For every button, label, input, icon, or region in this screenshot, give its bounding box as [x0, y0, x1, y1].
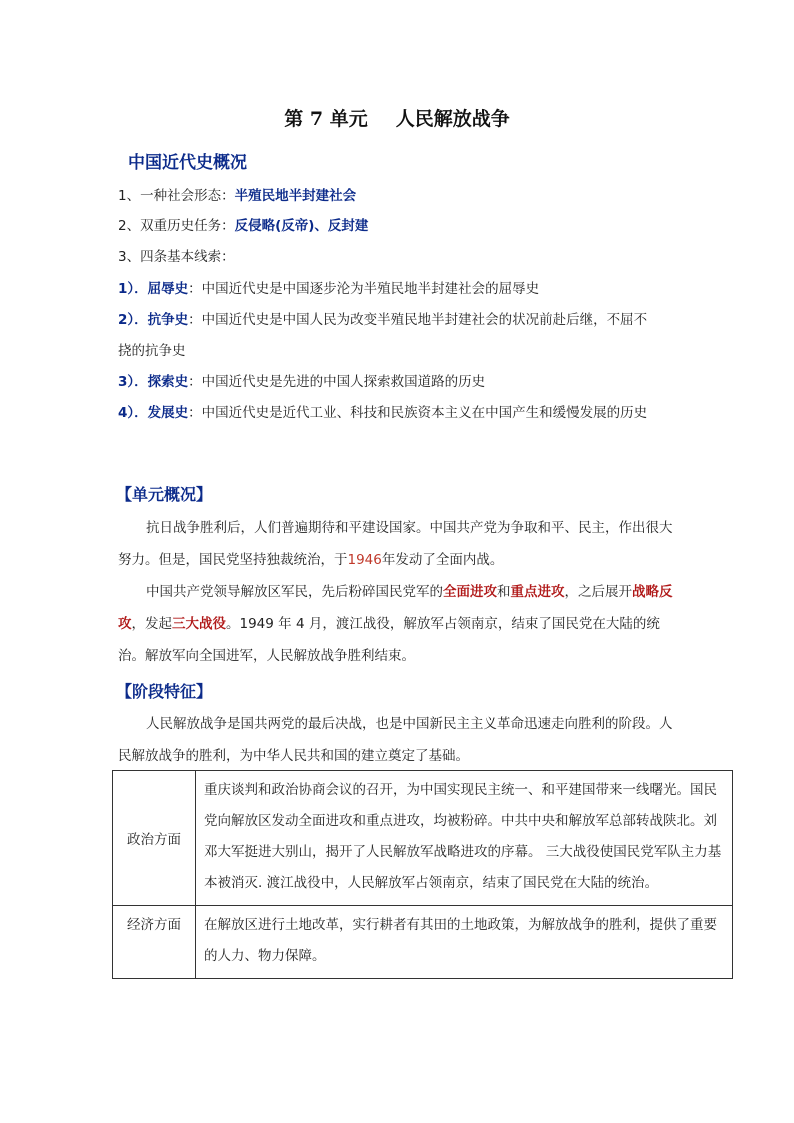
text-span: 年发动了全面内战。: [381, 552, 504, 568]
unit-overview-paragraph-2: [118, 576, 678, 672]
page-title: [0, 104, 794, 131]
unit-name: 人民解放战争: [395, 108, 510, 130]
stage-features-heading: 【阶段特征】: [116, 682, 213, 701]
table-row: [113, 906, 733, 979]
text-span: 中国共产党领导解放区军民，先后粉碎国民党军的: [146, 584, 443, 600]
text-span: 和: [497, 584, 511, 600]
stage-features-paragraph: 人民解放战争是国共两党的最后决战，也是中国新民主主义革命迅速走向胜利的阶段。人民解放战争的胜利，为中华人民共和国的建立奠定了基础。: [118, 716, 673, 764]
row-content: 重庆谈判和政治协商会议的召开，为中国实现民主统一、和平建国带来一线曙光。国民党向解放区发动全面进攻和重点进攻，均被粉碎。中共中央和解放军总部转战陕北。刘邓大军挺进大别山，揭开了人民解放军战略进攻的序幕。 三大战役使国民党军队主力基本被消灭. 渡江战役中，人民解放军占领南京，结束了国民党在大陆的统治。: [196, 771, 733, 906]
item-social-form: [118, 186, 356, 206]
keyword-full-offensive: 全面进攻: [443, 584, 497, 600]
clue-key: 抗争史: [147, 312, 189, 328]
clue-text: 中国近代史是先进的中国人探索救国道路的历史: [201, 374, 486, 390]
clue-development: [118, 403, 647, 423]
clue-key: 屈辱史: [147, 281, 189, 297]
clue-text: 中国近代史是中国逐步沦为半殖民地半封建社会的屈辱史: [201, 281, 540, 297]
keyword-strategic-counteroffensive: 战略反攻: [118, 584, 673, 632]
year-1946: 1946: [347, 552, 382, 568]
clue-struggle-cont: [118, 341, 186, 361]
keyword-three-campaigns: 三大战役: [172, 616, 226, 632]
text-span: ，之后展开: [564, 584, 632, 600]
text-span: 抗日战争胜利后，人们普遍期待和平建设国家。中国共产党为争取和平、民主，作出很大努力。但是，国民党坚持独裁统治，于: [118, 520, 673, 568]
table-row: [113, 771, 733, 906]
clue-colon: ：: [188, 405, 202, 421]
item-value: 半殖民地半封建社会: [234, 188, 357, 204]
clue-humiliation: [118, 279, 539, 299]
item-label: 3、四条基本线索：: [118, 249, 235, 265]
row-label: 政治方面: [113, 771, 196, 906]
clue-key: 发展史: [147, 405, 189, 421]
clue-number: 3）．: [118, 374, 148, 390]
features-table: [112, 770, 733, 979]
unit-number: 第 7 单元: [284, 108, 368, 130]
unit-overview-heading: 【单元概况】: [116, 485, 213, 504]
clue-exploration: [118, 372, 485, 392]
clue-colon: ：: [188, 281, 202, 297]
item-label: 1、一种社会形态：: [118, 188, 235, 204]
text-span: 。1949 年 4 月，渡江战役，解放军占领南京，结束了国民党在大陆的统治。解放军向全国进军，人民解放战争胜利结束。: [118, 616, 660, 664]
clue-text: 中国近代史是中国人民为改变半殖民地半封建社会的状况前赴后继，不屈不: [201, 312, 648, 328]
clue-colon: ：: [188, 312, 202, 328]
text-span: ，发起: [131, 616, 172, 632]
item-label: 2、双重历史任务：: [118, 218, 235, 234]
row-label: 经济方面: [113, 906, 196, 979]
clue-struggle: [118, 310, 647, 330]
row-content: 在解放区进行土地改革，实行耕者有其田的土地政策，为解放战争的胜利，提供了重要的人力、物力保障。: [196, 906, 733, 979]
clue-text: 中国近代史是近代工业、科技和民族资本主义在中国产生和缓慢发展的历史: [201, 405, 648, 421]
overview-heading: 中国近代史概况: [128, 153, 247, 173]
item-value: 反侵略(反帝)、反封建: [234, 218, 369, 234]
clue-text-cont: 挠的抗争史: [118, 343, 186, 359]
clue-colon: ：: [188, 374, 202, 390]
item-historical-tasks: [118, 216, 368, 236]
item-clues-label: [118, 247, 235, 267]
clue-number: 2）．: [118, 312, 148, 328]
clue-number: 4）．: [118, 405, 148, 421]
unit-overview-paragraph-1: [118, 512, 678, 576]
keyword-key-offensive: 重点进攻: [510, 584, 565, 600]
clue-number: 1）．: [118, 281, 148, 297]
clue-key: 探索史: [147, 374, 189, 390]
